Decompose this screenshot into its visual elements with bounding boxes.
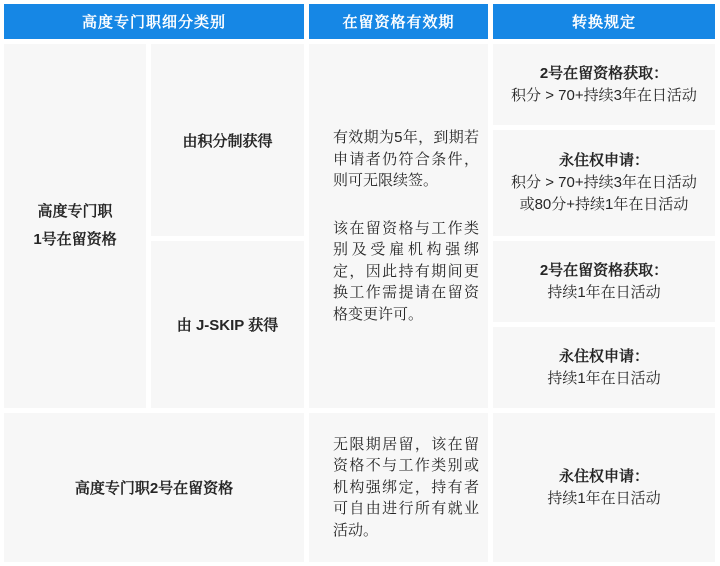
hsp1-subtype-jskip-label: 由 J-SKIP 获得 — [176, 317, 279, 334]
cell-hsp1-rule-2 — [493, 130, 715, 236]
header-rules — [493, 4, 715, 39]
hsp1-validity-paragraph-2: 该在留资格与工作类别及受雇机构强绑定，因此持有期间更换工作需提请在留资格变更许可。 — [333, 219, 479, 323]
hsp1-rule-1-line1: 积分 > 70+持续3年在日活动 — [511, 86, 697, 104]
header-rules-label: 转换规定 — [571, 14, 636, 31]
cell-hsp1-subtype-jskip — [151, 241, 304, 408]
cell-hsp2-rule — [493, 413, 715, 562]
hsp1-rule-3-title: 2号在留资格获取： — [539, 261, 669, 279]
hsp1-rule-1-title: 2号在留资格获取： — [539, 64, 669, 82]
header-category — [4, 4, 304, 39]
hsp1-category-line1: 高度专门职 — [37, 203, 113, 220]
cell-hsp2-validity — [309, 413, 488, 562]
cell-hsp1-rule-1 — [493, 44, 715, 125]
hsp1-rule-4-line1: 持续1年在日活动 — [547, 369, 661, 387]
hsp2-rule-title: 永住权申请： — [558, 467, 649, 485]
hsp1-subtype-points-label: 由积分制获得 — [182, 132, 273, 150]
cell-hsp1-category — [4, 44, 146, 408]
cell-hsp1-rule-4 — [493, 327, 715, 408]
hsp2-validity-paragraph: 无限期居留，该在留资格不与工作类别或机构强绑定，持有者可自由进行所有就业活动。 — [333, 435, 479, 539]
hsp2-category-label: 高度专门职2号在留资格 — [74, 480, 234, 497]
hsp1-rule-2-line2: 或80分+持续1年在日活动 — [519, 196, 689, 213]
hsp1-rule-4-title: 永住权申请： — [558, 347, 649, 365]
hsp1-validity-paragraph-1: 有效期为5年，到期若申请者仍符合条件，则可无限续签。 — [333, 129, 479, 189]
cell-hsp1-rule-3 — [493, 241, 715, 322]
hsp1-rule-3-line1: 持续1年在日活动 — [547, 283, 661, 301]
hsp1-rule-2-title: 永住权申请： — [558, 152, 649, 169]
cell-hsp1-subtype-points — [151, 44, 304, 236]
cell-hsp1-validity — [309, 44, 488, 408]
hsp1-category-line2: 1号在留资格 — [33, 231, 117, 248]
header-validity — [309, 4, 488, 39]
header-category-label: 高度专门职细分类别 — [81, 14, 226, 31]
hsp1-rule-2-line1: 积分 > 70+持续3年在日活动 — [511, 174, 697, 191]
cell-hsp2-category — [4, 413, 304, 562]
header-validity-label: 在留资格有效期 — [342, 14, 455, 31]
hsp2-rule-line1: 持续1年在日活动 — [547, 489, 661, 507]
